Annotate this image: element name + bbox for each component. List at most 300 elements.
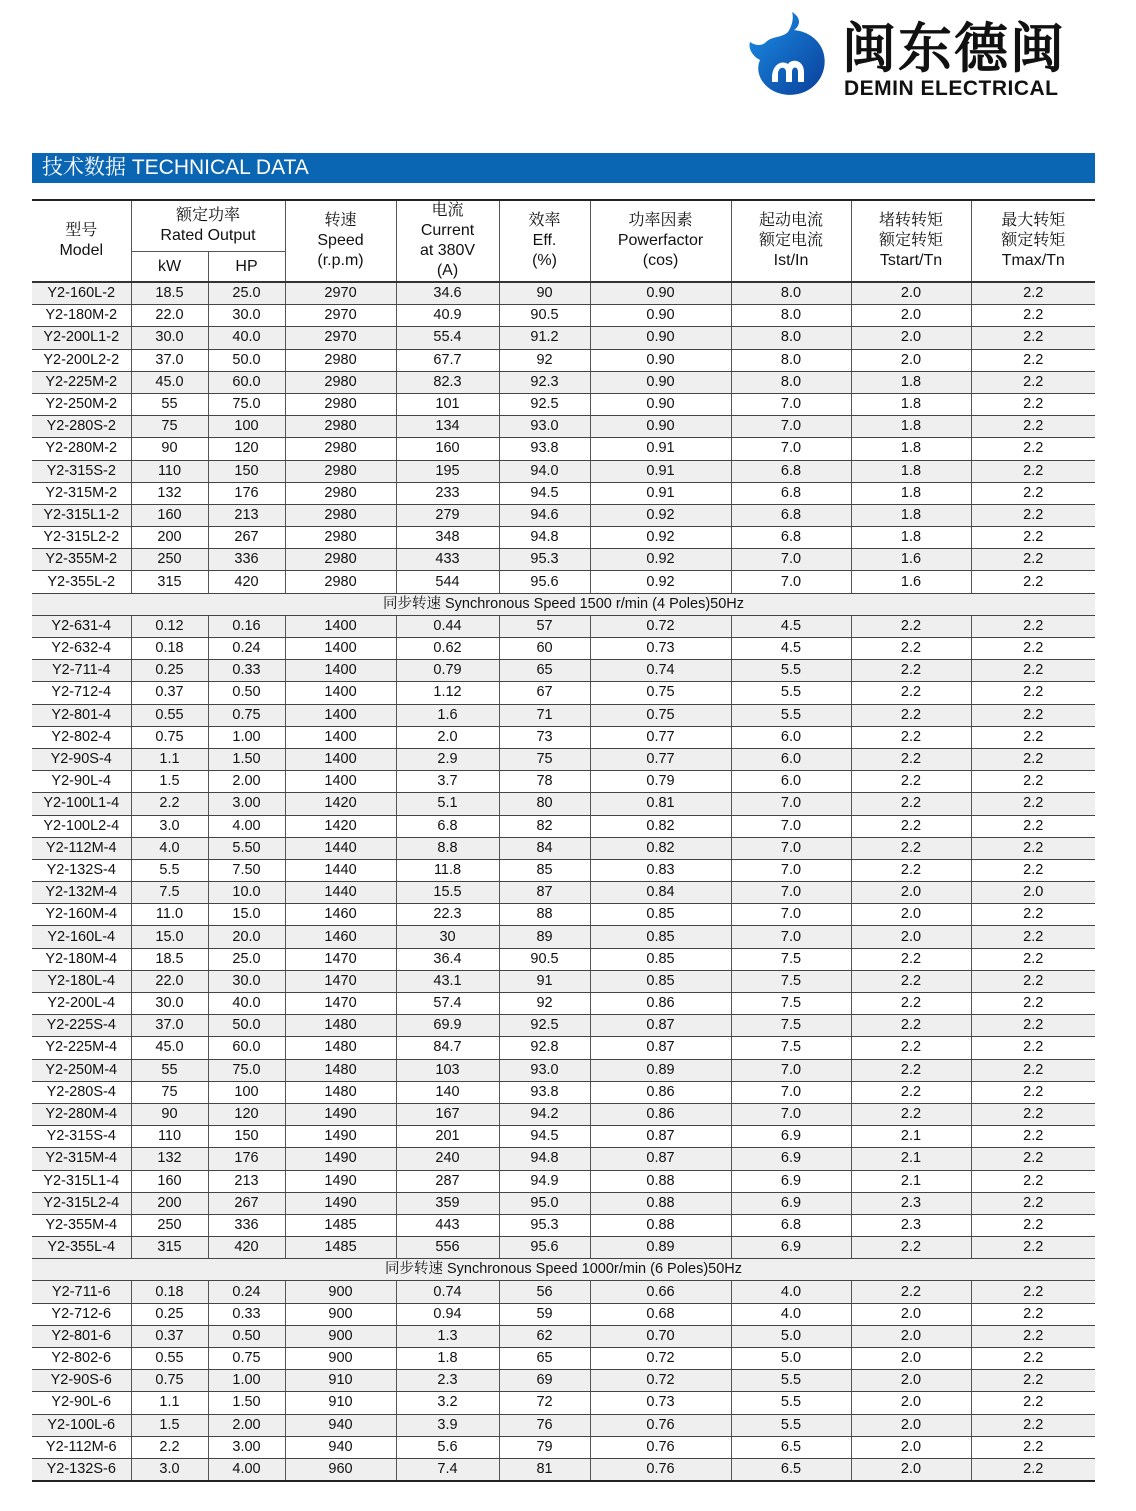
cell-ist-in: 7.5 xyxy=(731,1015,851,1037)
cell-eff: 90.5 xyxy=(499,948,590,970)
cell-model: Y2-315S-4 xyxy=(32,1126,131,1148)
table-row xyxy=(32,837,1095,859)
table-row xyxy=(32,1436,1095,1458)
cell-tstart-tn: 2.2 xyxy=(851,793,971,815)
cell-model: Y2-712-6 xyxy=(32,1303,131,1325)
cell-current: 3.7 xyxy=(396,771,499,793)
cell-current: 1.3 xyxy=(396,1325,499,1347)
header-ist-in: 起动电流 额定电流 Ist/In xyxy=(731,200,851,282)
cell-tstart-tn: 1.8 xyxy=(851,371,971,393)
cell-current: 7.4 xyxy=(396,1458,499,1481)
table-row xyxy=(32,416,1095,438)
table-row xyxy=(32,1325,1095,1347)
cell-model: Y2-280M-4 xyxy=(32,1103,131,1125)
table-row xyxy=(32,638,1095,660)
cell-current: 433 xyxy=(396,549,499,571)
cell-kw: 11.0 xyxy=(131,904,208,926)
cell-current: 101 xyxy=(396,393,499,415)
cell-powerfactor: 0.85 xyxy=(590,970,731,992)
cell-model: Y2-802-4 xyxy=(32,726,131,748)
cell-eff: 93.0 xyxy=(499,416,590,438)
cell-tmax-tn: 2.2 xyxy=(971,748,1095,770)
cell-hp: 20.0 xyxy=(208,926,285,948)
cell-hp: 2.00 xyxy=(208,1414,285,1436)
cell-hp: 3.00 xyxy=(208,793,285,815)
cell-ist-in: 6.8 xyxy=(731,460,851,482)
cell-current: 6.8 xyxy=(396,815,499,837)
cell-current: 1.8 xyxy=(396,1348,499,1370)
cell-hp: 336 xyxy=(208,1214,285,1236)
cell-model: Y2-90S-6 xyxy=(32,1370,131,1392)
cell-tstart-tn: 1.6 xyxy=(851,571,971,593)
table-row xyxy=(32,1015,1095,1037)
cell-current: 0.44 xyxy=(396,615,499,637)
cell-speed: 940 xyxy=(285,1414,396,1436)
cell-powerfactor: 0.91 xyxy=(590,438,731,460)
table-row xyxy=(32,793,1095,815)
cell-hp: 213 xyxy=(208,504,285,526)
cell-ist-in: 4.5 xyxy=(731,638,851,660)
cell-hp: 100 xyxy=(208,416,285,438)
cell-powerfactor: 0.77 xyxy=(590,726,731,748)
cell-hp: 50.0 xyxy=(208,349,285,371)
cell-ist-in: 5.0 xyxy=(731,1325,851,1347)
cell-speed: 1485 xyxy=(285,1214,396,1236)
cell-tstart-tn: 2.2 xyxy=(851,748,971,770)
cell-model: Y2-355L-2 xyxy=(32,571,131,593)
cell-tmax-tn: 2.2 xyxy=(971,460,1095,482)
cell-tmax-tn: 2.2 xyxy=(971,1370,1095,1392)
cell-kw: 3.0 xyxy=(131,815,208,837)
cell-ist-in: 8.0 xyxy=(731,305,851,327)
cell-powerfactor: 0.90 xyxy=(590,393,731,415)
cell-powerfactor: 0.72 xyxy=(590,1370,731,1392)
cell-current: 67.7 xyxy=(396,349,499,371)
cell-eff: 92 xyxy=(499,349,590,371)
cell-kw: 90 xyxy=(131,438,208,460)
table-row xyxy=(32,1348,1095,1370)
cell-speed: 1490 xyxy=(285,1126,396,1148)
cell-speed: 1420 xyxy=(285,815,396,837)
cell-powerfactor: 0.73 xyxy=(590,638,731,660)
cell-speed: 900 xyxy=(285,1325,396,1347)
cell-speed: 1400 xyxy=(285,682,396,704)
table-row xyxy=(32,904,1095,926)
cell-tstart-tn: 2.2 xyxy=(851,1037,971,1059)
cell-hp: 75.0 xyxy=(208,393,285,415)
section-header-row xyxy=(32,1259,1095,1281)
table-row xyxy=(32,748,1095,770)
cell-hp: 0.75 xyxy=(208,1348,285,1370)
cell-speed: 910 xyxy=(285,1392,396,1414)
cell-eff: 91 xyxy=(499,970,590,992)
cell-hp: 4.00 xyxy=(208,1458,285,1481)
cell-powerfactor: 0.85 xyxy=(590,948,731,970)
cell-tmax-tn: 2.2 xyxy=(971,1348,1095,1370)
cell-hp: 0.50 xyxy=(208,682,285,704)
cell-tmax-tn: 2.2 xyxy=(971,970,1095,992)
cell-hp: 176 xyxy=(208,482,285,504)
cell-eff: 80 xyxy=(499,793,590,815)
cell-eff: 85 xyxy=(499,859,590,881)
cell-powerfactor: 0.90 xyxy=(590,371,731,393)
cell-tstart-tn: 2.0 xyxy=(851,1370,971,1392)
cell-eff: 79 xyxy=(499,1436,590,1458)
cell-kw: 1.5 xyxy=(131,771,208,793)
cell-model: Y2-280S-2 xyxy=(32,416,131,438)
cell-current: 195 xyxy=(396,460,499,482)
cell-eff: 91.2 xyxy=(499,327,590,349)
cell-ist-in: 6.5 xyxy=(731,1458,851,1481)
cell-model: Y2-90S-4 xyxy=(32,748,131,770)
cell-tmax-tn: 2.2 xyxy=(971,1436,1095,1458)
cell-eff: 56 xyxy=(499,1281,590,1303)
cell-speed: 1490 xyxy=(285,1148,396,1170)
cell-eff: 94.0 xyxy=(499,460,590,482)
cell-current: 544 xyxy=(396,571,499,593)
cell-hp: 30.0 xyxy=(208,305,285,327)
cell-current: 287 xyxy=(396,1170,499,1192)
cell-current: 160 xyxy=(396,438,499,460)
cell-kw: 132 xyxy=(131,482,208,504)
cell-model: Y2-160M-4 xyxy=(32,904,131,926)
cell-model: Y2-250M-4 xyxy=(32,1059,131,1081)
cell-eff: 93.0 xyxy=(499,1059,590,1081)
cell-model: Y2-315M-4 xyxy=(32,1148,131,1170)
cell-eff: 89 xyxy=(499,926,590,948)
table-row xyxy=(32,527,1095,549)
cell-tmax-tn: 2.2 xyxy=(971,815,1095,837)
header-kw: kW xyxy=(131,252,208,283)
cell-current: 0.74 xyxy=(396,1281,499,1303)
table-row xyxy=(32,1370,1095,1392)
brand-name-cn: 闽东德闽 xyxy=(842,17,1066,80)
cell-tmax-tn: 2.2 xyxy=(971,349,1095,371)
cell-eff: 69 xyxy=(499,1370,590,1392)
cell-kw: 22.0 xyxy=(131,970,208,992)
cell-tstart-tn: 2.2 xyxy=(851,948,971,970)
cell-speed: 1400 xyxy=(285,638,396,660)
cell-hp: 7.50 xyxy=(208,859,285,881)
cell-eff: 95.0 xyxy=(499,1192,590,1214)
cell-tmax-tn: 2.2 xyxy=(971,371,1095,393)
cell-powerfactor: 0.73 xyxy=(590,1392,731,1414)
cell-model: Y2-100L-6 xyxy=(32,1414,131,1436)
cell-eff: 90 xyxy=(499,282,590,305)
cell-eff: 95.3 xyxy=(499,1214,590,1236)
cell-tmax-tn: 2.2 xyxy=(971,1281,1095,1303)
cell-hp: 40.0 xyxy=(208,993,285,1015)
cell-tmax-tn: 2.2 xyxy=(971,1170,1095,1192)
cell-speed: 1460 xyxy=(285,926,396,948)
cell-speed: 1490 xyxy=(285,1192,396,1214)
cell-hp: 267 xyxy=(208,1192,285,1214)
cell-hp: 0.33 xyxy=(208,660,285,682)
cell-tstart-tn: 2.0 xyxy=(851,1325,971,1347)
cell-ist-in: 6.9 xyxy=(731,1237,851,1259)
table-row xyxy=(32,1170,1095,1192)
cell-ist-in: 6.9 xyxy=(731,1126,851,1148)
cell-model: Y2-801-6 xyxy=(32,1325,131,1347)
cell-tstart-tn: 2.0 xyxy=(851,926,971,948)
cell-model: Y2-315L2-4 xyxy=(32,1192,131,1214)
cell-powerfactor: 0.70 xyxy=(590,1325,731,1347)
cell-current: 0.94 xyxy=(396,1303,499,1325)
cell-kw: 1.5 xyxy=(131,1414,208,1436)
cell-ist-in: 4.0 xyxy=(731,1303,851,1325)
cell-eff: 81 xyxy=(499,1458,590,1481)
table-row xyxy=(32,1214,1095,1236)
cell-current: 34.6 xyxy=(396,282,499,305)
cell-ist-in: 5.5 xyxy=(731,660,851,682)
cell-model: Y2-100L2-4 xyxy=(32,815,131,837)
cell-powerfactor: 0.76 xyxy=(590,1458,731,1481)
cell-ist-in: 6.0 xyxy=(731,771,851,793)
table-row xyxy=(32,371,1095,393)
cell-speed: 1480 xyxy=(285,1037,396,1059)
cell-eff: 94.5 xyxy=(499,1126,590,1148)
cell-model: Y2-711-4 xyxy=(32,660,131,682)
cell-ist-in: 6.0 xyxy=(731,726,851,748)
cell-speed: 1490 xyxy=(285,1170,396,1192)
cell-tmax-tn: 2.2 xyxy=(971,771,1095,793)
cell-current: 5.6 xyxy=(396,1436,499,1458)
header-current: 电流 Current at 380V (A) xyxy=(396,200,499,282)
cell-speed: 1420 xyxy=(285,793,396,815)
cell-tstart-tn: 2.2 xyxy=(851,638,971,660)
cell-tmax-tn: 2.2 xyxy=(971,1458,1095,1481)
cell-tmax-tn: 2.2 xyxy=(971,504,1095,526)
cell-tstart-tn: 2.3 xyxy=(851,1192,971,1214)
cell-current: 11.8 xyxy=(396,859,499,881)
cell-tstart-tn: 1.8 xyxy=(851,504,971,526)
cell-tstart-tn: 2.1 xyxy=(851,1126,971,1148)
cell-model: Y2-280M-2 xyxy=(32,438,131,460)
cell-speed: 940 xyxy=(285,1436,396,1458)
cell-powerfactor: 0.82 xyxy=(590,815,731,837)
cell-model: Y2-315S-2 xyxy=(32,460,131,482)
table-row xyxy=(32,704,1095,726)
cell-hp: 0.33 xyxy=(208,1303,285,1325)
cell-speed: 1440 xyxy=(285,882,396,904)
header-efficiency: 效率 Eff. (%) xyxy=(499,200,590,282)
cell-current: 556 xyxy=(396,1237,499,1259)
cell-speed: 1440 xyxy=(285,859,396,881)
cell-tmax-tn: 2.2 xyxy=(971,638,1095,660)
cell-eff: 87 xyxy=(499,882,590,904)
section-header-row xyxy=(32,593,1095,615)
cell-powerfactor: 0.92 xyxy=(590,504,731,526)
cell-tstart-tn: 2.2 xyxy=(851,1237,971,1259)
table-row xyxy=(32,970,1095,992)
cell-hp: 0.24 xyxy=(208,1281,285,1303)
cell-speed: 1400 xyxy=(285,771,396,793)
cell-speed: 2980 xyxy=(285,416,396,438)
cell-tmax-tn: 2.2 xyxy=(971,1192,1095,1214)
cell-tstart-tn: 2.2 xyxy=(851,771,971,793)
table-row xyxy=(32,438,1095,460)
cell-powerfactor: 0.89 xyxy=(590,1059,731,1081)
cell-powerfactor: 0.91 xyxy=(590,482,731,504)
table-row xyxy=(32,682,1095,704)
table-row xyxy=(32,1148,1095,1170)
header-tmax-tn: 最大转矩 额定转矩 Tmax/Tn xyxy=(971,200,1095,282)
cell-kw: 200 xyxy=(131,527,208,549)
cell-hp: 420 xyxy=(208,571,285,593)
cell-current: 3.9 xyxy=(396,1414,499,1436)
cell-hp: 100 xyxy=(208,1081,285,1103)
cell-tstart-tn: 2.2 xyxy=(851,859,971,881)
cell-model: Y2-315L1-2 xyxy=(32,504,131,526)
cell-eff: 94.2 xyxy=(499,1103,590,1125)
cell-ist-in: 5.5 xyxy=(731,1414,851,1436)
cell-tstart-tn: 2.0 xyxy=(851,1436,971,1458)
table-row xyxy=(32,993,1095,1015)
cell-kw: 1.1 xyxy=(131,748,208,770)
cell-ist-in: 5.5 xyxy=(731,1392,851,1414)
cell-ist-in: 7.0 xyxy=(731,438,851,460)
header-tstart-tn: 堵转转矩 额定转矩 Tstart/Tn xyxy=(851,200,971,282)
cell-powerfactor: 0.90 xyxy=(590,282,731,305)
cell-ist-in: 7.0 xyxy=(731,904,851,926)
cell-eff: 92.3 xyxy=(499,371,590,393)
cell-kw: 18.5 xyxy=(131,282,208,305)
cell-speed: 1480 xyxy=(285,1059,396,1081)
cell-kw: 55 xyxy=(131,1059,208,1081)
cell-powerfactor: 0.79 xyxy=(590,771,731,793)
cell-speed: 2970 xyxy=(285,305,396,327)
cell-kw: 4.0 xyxy=(131,837,208,859)
cell-kw: 160 xyxy=(131,1170,208,1192)
cell-speed: 2970 xyxy=(285,327,396,349)
cell-current: 40.9 xyxy=(396,305,499,327)
cell-speed: 900 xyxy=(285,1303,396,1325)
cell-tmax-tn: 2.2 xyxy=(971,615,1095,637)
cell-powerfactor: 0.87 xyxy=(590,1148,731,1170)
cell-kw: 315 xyxy=(131,571,208,593)
cell-tmax-tn: 2.2 xyxy=(971,571,1095,593)
cell-tmax-tn: 2.2 xyxy=(971,704,1095,726)
cell-kw: 250 xyxy=(131,1214,208,1236)
cell-hp: 10.0 xyxy=(208,882,285,904)
cell-ist-in: 7.0 xyxy=(731,393,851,415)
cell-tmax-tn: 2.2 xyxy=(971,1414,1095,1436)
cell-kw: 132 xyxy=(131,1148,208,1170)
cell-current: 103 xyxy=(396,1059,499,1081)
cell-hp: 15.0 xyxy=(208,904,285,926)
cell-model: Y2-632-4 xyxy=(32,638,131,660)
cell-eff: 88 xyxy=(499,904,590,926)
cell-speed: 2980 xyxy=(285,482,396,504)
table-row xyxy=(32,1458,1095,1481)
cell-ist-in: 8.0 xyxy=(731,371,851,393)
cell-ist-in: 5.5 xyxy=(731,682,851,704)
cell-tmax-tn: 2.2 xyxy=(971,904,1095,926)
cell-tmax-tn: 2.2 xyxy=(971,948,1095,970)
cell-ist-in: 7.5 xyxy=(731,1037,851,1059)
cell-tmax-tn: 2.2 xyxy=(971,393,1095,415)
cell-tstart-tn: 1.8 xyxy=(851,482,971,504)
cell-tstart-tn: 2.0 xyxy=(851,327,971,349)
cell-eff: 94.9 xyxy=(499,1170,590,1192)
cell-tstart-tn: 2.2 xyxy=(851,1015,971,1037)
cell-tmax-tn: 2.2 xyxy=(971,1325,1095,1347)
table-row xyxy=(32,504,1095,526)
table-row xyxy=(32,305,1095,327)
cell-tstart-tn: 2.2 xyxy=(851,1103,971,1125)
cell-eff: 65 xyxy=(499,660,590,682)
cell-tstart-tn: 2.2 xyxy=(851,682,971,704)
cell-current: 2.9 xyxy=(396,748,499,770)
cell-kw: 75 xyxy=(131,416,208,438)
cell-eff: 95.6 xyxy=(499,1237,590,1259)
cell-powerfactor: 0.75 xyxy=(590,704,731,726)
section-title-bar: 技术数据 TECHNICAL DATA xyxy=(32,153,1095,183)
cell-ist-in: 7.5 xyxy=(731,993,851,1015)
table-row xyxy=(32,726,1095,748)
table-row xyxy=(32,948,1095,970)
table-row xyxy=(32,1414,1095,1436)
cell-hp: 176 xyxy=(208,1148,285,1170)
cell-eff: 72 xyxy=(499,1392,590,1414)
cell-speed: 2980 xyxy=(285,527,396,549)
section-label: 同步转速 Synchronous Speed 1000r/min (6 Poles)50Hz xyxy=(32,1259,1095,1281)
cell-powerfactor: 0.88 xyxy=(590,1192,731,1214)
cell-current: 2.0 xyxy=(396,726,499,748)
cell-model: Y2-355M-4 xyxy=(32,1214,131,1236)
cell-current: 8.8 xyxy=(396,837,499,859)
cell-hp: 1.00 xyxy=(208,1370,285,1392)
cell-ist-in: 7.0 xyxy=(731,859,851,881)
cell-model: Y2-711-6 xyxy=(32,1281,131,1303)
cell-eff: 67 xyxy=(499,682,590,704)
cell-model: Y2-315M-2 xyxy=(32,482,131,504)
cell-powerfactor: 0.84 xyxy=(590,882,731,904)
cell-speed: 1440 xyxy=(285,837,396,859)
cell-speed: 2980 xyxy=(285,571,396,593)
cell-tstart-tn: 2.2 xyxy=(851,704,971,726)
cell-tstart-tn: 2.2 xyxy=(851,993,971,1015)
cell-hp: 0.50 xyxy=(208,1325,285,1347)
cell-speed: 960 xyxy=(285,1458,396,1481)
cell-current: 167 xyxy=(396,1103,499,1125)
brand-logo xyxy=(742,8,1102,103)
cell-ist-in: 7.0 xyxy=(731,793,851,815)
cell-hp: 2.00 xyxy=(208,771,285,793)
cell-tstart-tn: 2.2 xyxy=(851,660,971,682)
cell-speed: 900 xyxy=(285,1281,396,1303)
cell-kw: 0.18 xyxy=(131,1281,208,1303)
cell-powerfactor: 0.85 xyxy=(590,926,731,948)
cell-hp: 267 xyxy=(208,527,285,549)
cell-kw: 45.0 xyxy=(131,371,208,393)
cell-eff: 59 xyxy=(499,1303,590,1325)
cell-ist-in: 7.0 xyxy=(731,1103,851,1125)
cell-model: Y2-180L-4 xyxy=(32,970,131,992)
cell-powerfactor: 0.90 xyxy=(590,327,731,349)
cell-tmax-tn: 2.2 xyxy=(971,660,1095,682)
cell-powerfactor: 0.87 xyxy=(590,1126,731,1148)
cell-eff: 65 xyxy=(499,1348,590,1370)
table-row xyxy=(32,327,1095,349)
cell-tmax-tn: 2.2 xyxy=(971,438,1095,460)
table-row xyxy=(32,660,1095,682)
cell-speed: 1400 xyxy=(285,704,396,726)
cell-powerfactor: 0.86 xyxy=(590,993,731,1015)
cell-model: Y2-315L2-2 xyxy=(32,527,131,549)
cell-model: Y2-225S-4 xyxy=(32,1015,131,1037)
cell-powerfactor: 0.72 xyxy=(590,1348,731,1370)
